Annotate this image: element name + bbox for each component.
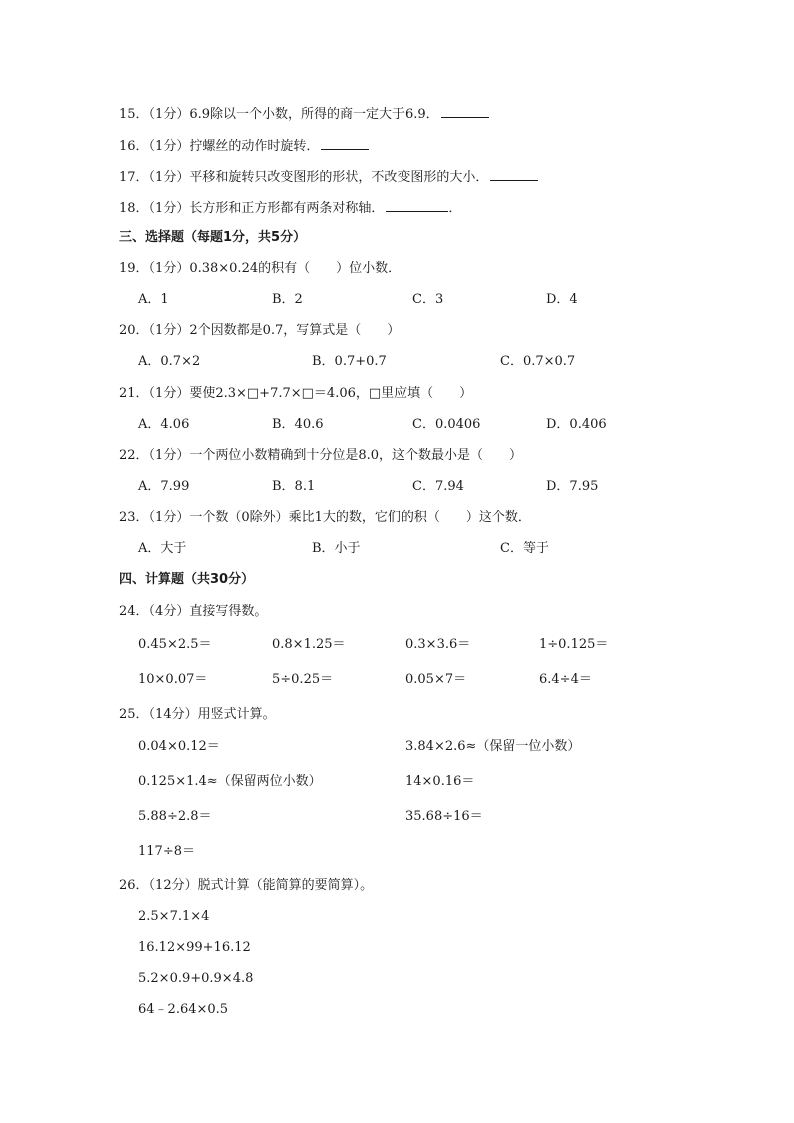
question-number: 25． xyxy=(119,707,149,722)
calc-item: 35.68÷16＝ xyxy=(405,809,483,824)
question-number: 16． xyxy=(119,139,149,154)
question-score: （4分） xyxy=(148,604,190,619)
question-text: 长方形和正方形都有两条对称轴． xyxy=(189,201,385,216)
question-number: 15． xyxy=(119,107,149,122)
question-text: 一个两位小数精确到十分位是8.0，这个数最小是（ ） xyxy=(189,448,523,463)
option-c[interactable]: C．等于 xyxy=(500,541,549,556)
calc-item: 1÷0.125＝ xyxy=(539,637,609,652)
calc-item: 0.05×7＝ xyxy=(405,672,467,687)
option-d[interactable]: D．7.95 xyxy=(546,479,599,494)
option-b[interactable]: B．2 xyxy=(272,292,303,307)
question-score: （1分） xyxy=(148,510,190,525)
question-16 xyxy=(119,136,369,156)
section-title-choice: 三、选择题（每题1分，共5分） xyxy=(119,230,307,245)
question-score: （1分） xyxy=(148,261,190,276)
calc-item: 14×0.16＝ xyxy=(405,774,475,789)
option-c[interactable]: C．0.0406 xyxy=(412,417,481,432)
calc-expression: 5.2×0.9+0.9×4.8 xyxy=(138,971,254,986)
option-c[interactable]: C．7.94 xyxy=(412,479,464,494)
answer-blank[interactable] xyxy=(386,198,448,212)
option-b[interactable]: B．8.1 xyxy=(272,479,316,494)
question-number: 18． xyxy=(119,201,149,216)
question-number: 24． xyxy=(119,604,149,619)
option-a[interactable]: A．大于 xyxy=(138,541,187,556)
question-number: 22． xyxy=(119,448,149,463)
question-text: 2个因数都是0.7，写算式是（ ） xyxy=(189,323,401,338)
question-text: 0.38×0.24的积有（ ）位小数． xyxy=(189,261,402,276)
question-18 xyxy=(119,198,461,218)
question-score: （14分） xyxy=(148,707,198,722)
option-b[interactable]: B．小于 xyxy=(312,541,361,556)
option-a[interactable]: A．0.7×2 xyxy=(138,354,201,369)
question-text: 脱式计算（能简算的要简算）。 xyxy=(197,878,374,893)
question-score: （1分） xyxy=(148,386,190,401)
calc-item: 5÷0.25＝ xyxy=(272,672,334,687)
calc-item: 0.125×1.4≈（保留两位小数） xyxy=(138,774,322,789)
calc-item: 0.8×1.25＝ xyxy=(272,637,346,652)
question-number: 26． xyxy=(119,878,149,893)
question-15 xyxy=(119,104,489,124)
question-text: 要使2.3×□+7.7×□＝4.06，□里应填（ ） xyxy=(189,386,473,401)
question-text: 用竖式计算。 xyxy=(197,707,276,722)
calc-item: 10×0.07＝ xyxy=(138,672,208,687)
question-text: 平移和旋转只改变图形的形状，不改变图形的大小． xyxy=(189,170,489,185)
question-23 xyxy=(119,509,531,527)
answer-blank[interactable] xyxy=(321,136,369,150)
question-text: 6.9除以一个小数，所得的商一定大于6.9． xyxy=(189,107,439,122)
option-b[interactable]: B．40.6 xyxy=(272,417,324,432)
question-score: （1分） xyxy=(148,323,190,338)
calc-item: 3.84×2.6≈（保留一位小数） xyxy=(405,739,581,754)
answer-blank[interactable] xyxy=(441,104,489,118)
option-d[interactable]: D．0.406 xyxy=(546,417,607,432)
calc-expression: 16.12×99+16.12 xyxy=(138,940,251,955)
question-20 xyxy=(119,322,400,340)
question-17 xyxy=(119,167,538,187)
question-number: 21． xyxy=(119,386,149,401)
calc-item: 0.3×3.6＝ xyxy=(405,637,471,652)
calc-item: 0.04×0.12＝ xyxy=(138,739,220,754)
question-22 xyxy=(119,447,522,465)
question-score: （1分） xyxy=(148,107,190,122)
calc-expression: 2.5×7.1×4 xyxy=(138,909,210,924)
question-21 xyxy=(119,385,472,403)
option-d[interactable]: D．4 xyxy=(546,292,578,307)
calc-expression: 64﹣2.64×0.5 xyxy=(138,1002,229,1017)
section-title-calc: 四、计算题（共30分） xyxy=(119,572,255,587)
option-c[interactable]: C．3 xyxy=(412,292,444,307)
question-26 xyxy=(119,877,373,895)
question-25 xyxy=(119,706,276,724)
option-a[interactable]: A．4.06 xyxy=(138,417,190,432)
question-19 xyxy=(119,260,401,278)
question-score: （12分） xyxy=(148,878,198,893)
answer-blank[interactable] xyxy=(490,167,538,181)
question-score: （1分） xyxy=(148,201,190,216)
calc-item: 6.4÷4＝ xyxy=(539,672,592,687)
question-number: 17． xyxy=(119,170,149,185)
option-b[interactable]: B．0.7+0.7 xyxy=(312,354,387,369)
calc-item: 0.45×2.5＝ xyxy=(138,637,212,652)
option-a[interactable]: A．1 xyxy=(138,292,169,307)
question-number: 19． xyxy=(119,261,149,276)
question-number: 20． xyxy=(119,323,149,338)
question-text: 一个数（0除外）乘比1大的数，它们的积（ ）这个数． xyxy=(189,510,531,525)
question-text: 直接写得数。 xyxy=(189,604,268,619)
question-suffix: ． xyxy=(448,201,462,216)
question-24 xyxy=(119,603,267,621)
option-a[interactable]: A．7.99 xyxy=(138,479,190,494)
question-number: 23． xyxy=(119,510,149,525)
question-score: （1分） xyxy=(148,170,190,185)
option-c[interactable]: C．0.7×0.7 xyxy=(500,354,576,369)
calc-item: 117÷8＝ xyxy=(138,844,195,859)
question-score: （1分） xyxy=(148,448,190,463)
calc-item: 5.88÷2.8＝ xyxy=(138,809,212,824)
question-score: （1分） xyxy=(148,139,190,154)
question-text: 拧螺丝的动作时旋转． xyxy=(189,139,320,154)
